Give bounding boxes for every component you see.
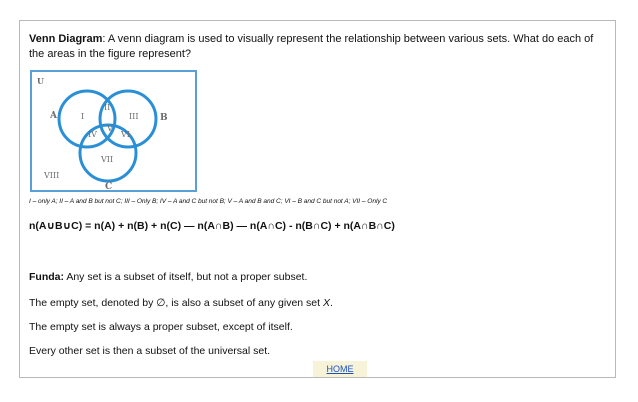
intro-paragraph [29,32,611,62]
set-x-var: X [322,297,330,309]
region-vi: VI [121,130,130,139]
venn-term: Venn Diagram [29,33,103,45]
venn-diagram [30,70,197,192]
region-ii: II [104,103,111,112]
set-label-a: A [50,111,57,121]
home-link[interactable]: HOME [313,361,367,377]
venn-caption: I – only A; II – A and B but not C; III – Only B; IV – A and C but not B; V – A and B and C; VI – B and C but not A; VII – Only C [29,198,388,205]
region-v: V [107,124,113,133]
funda-line [29,271,307,283]
proper-subset-paragraph: The empty set is always a proper subset, except of itself. [29,321,293,333]
content-card [19,20,616,378]
period: . [330,297,333,309]
set-label-b: B [160,113,168,123]
set-label-c: C [105,182,113,192]
union-formula: n(A∪B∪C) = n(A) + n(B) + n(C) — n(A∩B) — n(A∩C) - n(B∩C) + n(A∩B∩C) [29,220,395,232]
region-iv: IV [88,130,97,139]
empty-set-text: The empty set, denoted by ∅, is also a subset of any given set [29,297,323,309]
region-viii: VIII [44,171,60,180]
region-vii: VII [101,155,114,164]
intro-text: : A venn diagram is used to visually represent the relationship between various sets. What do each of the areas in the figure represent? [29,33,594,60]
funda-text: Any set is a subset of itself, but not a proper subset. [64,271,308,283]
universe-label: U [37,76,44,86]
universal-set-paragraph: Every other set is then a subset of the universal set. [29,345,271,357]
empty-set-paragraph [29,297,333,309]
region-i: I [81,112,85,121]
funda-label: Funda: [29,271,64,283]
region-iii: III [129,112,139,121]
